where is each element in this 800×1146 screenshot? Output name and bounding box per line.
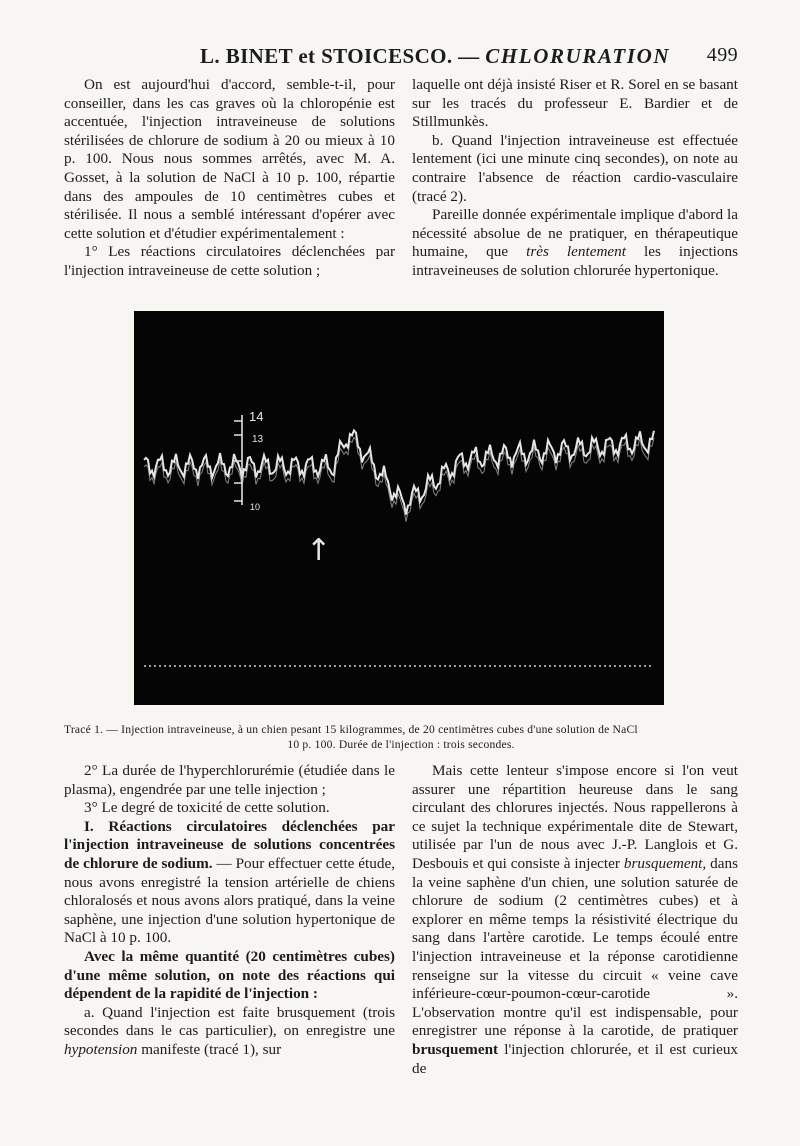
header-authors: L. BINET et STOICESCO. — CHLORURATION [200, 44, 671, 68]
figure-caption [64, 722, 738, 752]
caption-line-2: 10 p. 100. Durée de l'injection : trois secondes. [287, 738, 515, 751]
page-number: 499 [706, 44, 738, 66]
bold-emphasis: brusquement [412, 1040, 499, 1058]
section-heading: I. Réactions circulatoires déclenchées par l'injection intraveineuse de solutions concentrées de chlorure de sodium. [64, 817, 395, 872]
scale-label-14: 14 [249, 409, 264, 424]
paragraph: b. Quand l'injection intraveineuse est effectuée lentement (ici une minute cinq secondes), on note au contraire l'absence de réaction cardio-vasculaire (tracé 2). [412, 131, 738, 205]
blood-pressure-trace [134, 311, 664, 705]
running-header [150, 44, 740, 74]
column-bottom-left [64, 762, 395, 1060]
paragraph: Pareille donnée expérimentale implique d'abord la nécessité absolue de ne pratiquer, en thérapeutique humaine, que très lentement les injections intraveineuses de solution chlorurée hypertonique. [412, 206, 738, 279]
scale-label-10: 10 [250, 502, 261, 512]
column-top-right [412, 76, 738, 281]
emphasis: hypotension [64, 1040, 138, 1058]
emphasis: brusquement, [623, 854, 707, 872]
paragraph: a. Quand l'injection est faite brusquement (trois secondes dans le cas particulier), on enregistre une hypotension manifeste (tracé 1), sur [64, 1003, 395, 1058]
paragraph: laquelle ont déjà insisté Riser et R. Sorel en se basant sur les tracés du professeur E. Bardier et de Stillmunkès. [412, 76, 738, 131]
emphasis: très lentement [526, 243, 626, 261]
header-title: CHLORURATION [485, 44, 671, 68]
section-paragraph: I. Réactions circulatoires déclenchées par l'injection intraveineuse de solutions concentrées de chlorure de sodium. — Pour effectuer cette étude, nous avons enregistré la tension artérielle de chiens chloralosés et nous avons alors pratiqué, dans la veine saphène, une injection d'une solution hypertonique de NaCl à 10 p. 100. [64, 817, 395, 947]
column-bottom-right [412, 762, 738, 1078]
scale-label-13: 13 [252, 434, 264, 445]
figure-trace-1 [134, 311, 664, 705]
paragraph: 1° Les réactions circulatoires déclenchées par l'injection intraveineuse de cette solution ; [64, 243, 395, 279]
column-top-left [64, 76, 395, 281]
paragraph: Mais cette lenteur s'impose encore si l'on veut assurer une répartition heureuse dans le sang circulant des chlorures injectés. Nous rappellerons à ce sujet la technique expérimentale dite de Stewart, utilisée par l'un de nous avec J.-P. Langlois et G. Desbouis et qui consiste à injecter brusquement, dans la veine saphène d'un chien, une solution saturée de chlorure de sodium (2 centimètres cubes) et à explorer en même temps la résistivité électrique du sang dans l'artère carotide. Le temps écoulé entre l'injection intraveineuse et la réponse carotidienne renseigne sur la vitesse du circuit « veine cave inférieure-cœur-poumon-cœur-carotide ». L'observation montre qu'il est indispensable, pour enregistrer une réponse à la carotide, de pratiquer brusquement l'injection chlorurée, et il est curieux de [412, 762, 739, 1077]
caption-line-1: Tracé 1. — Injection intraveineuse, à un chien pesant 15 kilogrammes, de 20 centimètres cubes d'une solution de NaCl [64, 723, 638, 736]
paragraph: 3° Le degré de toxicité de cette solution. [84, 799, 330, 817]
injection-arrow: ↑ [306, 533, 332, 568]
paragraph: 2° La durée de l'hyperchlorurémie (étudiée dans le plasma), engendrée par une telle injection ; [64, 762, 395, 798]
paragraph: On est aujourd'hui d'accord, semble-t-il, pour conseiller, dans les cas graves où la chloropénie est accentuée, l'injection intraveineuse de solutions stérilisées de chlorure de sodium à 20 ou mieux à 10 p. 100. Nous nous sommes arrêtés, avec M. A. Gosset, à la solution de NaCl à 10 p. 100, répartie dans des ampoules de 10 centimètres cubes et stérilisée. Il nous a semblé intéressant d'opérer avec cette solution et d'étudier expérimentalement : [64, 76, 395, 242]
paragraph: Avec la même quantité (20 centimètres cubes) d'une même solution, on note des réactions qui dépendent de la rapidité de l'injection : [64, 947, 395, 1003]
